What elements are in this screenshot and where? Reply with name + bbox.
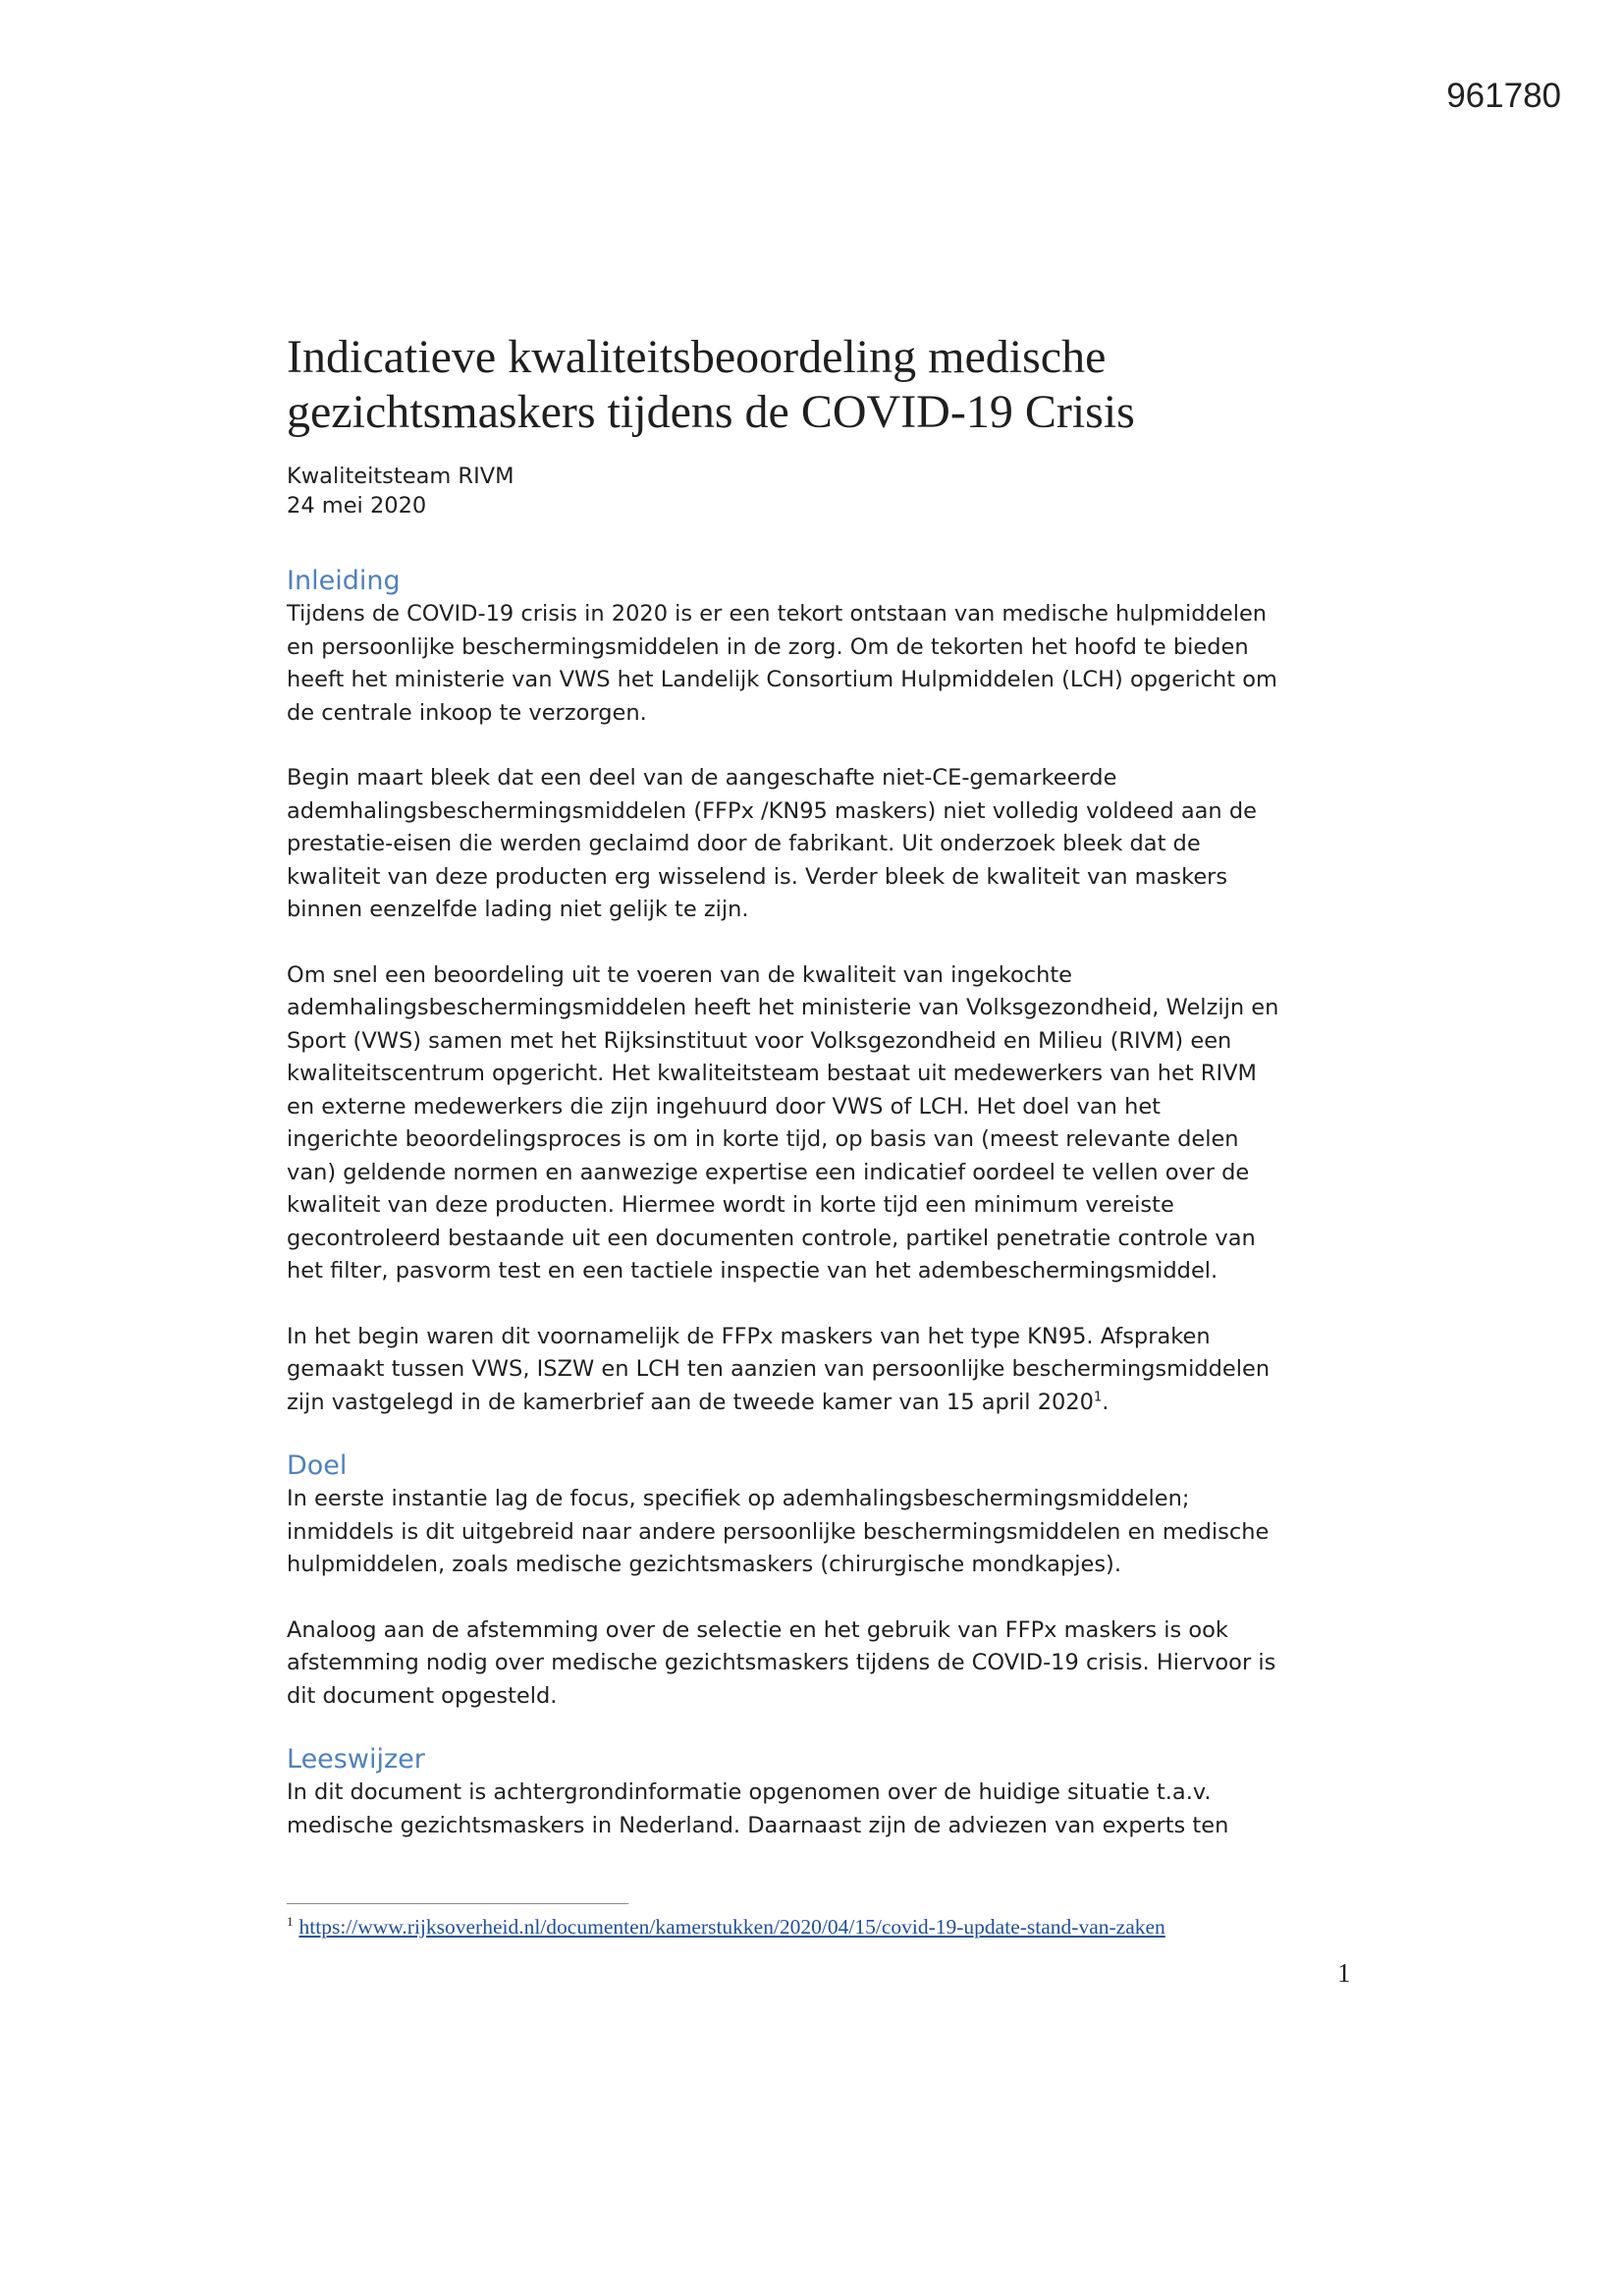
- text-line: van) geldende normen en aanwezige expertise een indicatief oordeel te vellen over de: [287, 1159, 1250, 1185]
- text-line: en persoonlijke beschermingsmiddelen in de zorg. Om de tekorten het hoofd te bieden: [287, 633, 1249, 660]
- sentence-end: .: [1102, 1389, 1110, 1415]
- text-line: het filter, pasvorm test en een tactiele inspectie van het adembeschermingsmiddel.: [287, 1258, 1218, 1284]
- text-line: In het begin waren dit voornamelijk de FFPx maskers van het type KN95. Afspraken: [287, 1323, 1211, 1349]
- leeswijzer-paragraph-1: [287, 1777, 1367, 1842]
- document-title: [287, 330, 1367, 440]
- text-line: zijn vastgelegd in de kamerbrief aan de tweede kamer van 15 april 2020: [287, 1389, 1094, 1415]
- title-line-2: gezichtsmaskers tijdens de COVID-19 Crisis: [287, 386, 1135, 438]
- author: Kwaliteitsteam RIVM: [287, 464, 514, 489]
- text-line: prestatie-eisen die werden geclaimd door de fabrikant. Uit onderzoek bleek dat de: [287, 831, 1201, 856]
- text-line: en externe medewerkers die zijn ingehuurd door VWS of LCH. Het doel van het: [287, 1093, 1162, 1120]
- section-heading-inleiding: Inleiding: [287, 566, 401, 596]
- footnote-link[interactable]: https://www.rijksoverheid.nl/documenten/kamerstukken/2020/04/15/covid-19-update-stand-van-zaken: [298, 1915, 1165, 1939]
- document-id: 961780: [1446, 77, 1561, 115]
- text-line: heeft het ministerie van VWS het Landelijk Consortium Hulpmiddelen (LCH) opgericht om: [287, 667, 1277, 692]
- page-number: 1: [1337, 1958, 1351, 1988]
- text-line: gecontroleerd bestaande uit een documenten controle, partikel penetratie controle van: [287, 1225, 1256, 1251]
- section-heading-leeswijzer: Leeswijzer: [287, 1744, 425, 1775]
- text-line: inmiddels is dit uitgebreid naar andere persoonlijke beschermingsmiddelen en medische: [287, 1518, 1270, 1545]
- text-line: dit document opgesteld.: [287, 1682, 558, 1709]
- text-line: gemaakt tussen VWS, ISZW en LCH ten aanzien van persoonlijke beschermingsmiddelen: [287, 1356, 1271, 1382]
- text-line: Sport (VWS) samen met het Rijksinstituut voor Volksgezondheid en Milieu (RIVM) een: [287, 1027, 1232, 1054]
- text-line: Tijdens de COVID-19 crisis in 2020 is er een tekort ontstaan van medische hulpmiddelen: [287, 601, 1268, 627]
- text-line: de centrale inkoop te verzorgen.: [287, 699, 647, 726]
- document-body: [287, 330, 1367, 1842]
- doel-paragraph-1: [287, 1483, 1367, 1582]
- text-line: ademhalingsbeschermingsmiddelen heeft het ministerie van Volksgezondheid, Welzijn en: [287, 995, 1279, 1020]
- footnote-reference[interactable]: 1: [1093, 1390, 1103, 1404]
- inleiding-paragraph-1: [287, 598, 1367, 730]
- doel-paragraph-2: [287, 1614, 1367, 1714]
- text-line: Om snel een beoordeling uit te voeren van de kwaliteit van ingekochte: [287, 961, 1073, 988]
- footnote-mark: 1: [287, 1913, 294, 1929]
- text-line: kwaliteitscentrum opgericht. Het kwaliteitsteam bestaat uit medewerkers van het RIVM: [287, 1061, 1257, 1086]
- text-line: kwaliteit van deze producten. Hiermee wordt in korte tijd een minimum vereiste: [287, 1192, 1174, 1218]
- text-line: Begin maart bleek dat een deel van de aangeschafte niet-CE-gemarkeerde: [287, 765, 1117, 791]
- text-line: binnen eenzelfde lading niet gelijk te zijn.: [287, 897, 749, 922]
- text-line: In eerste instantie lag de focus, specifiek op ademhalingsbeschermingsmiddelen;: [287, 1486, 1190, 1511]
- footnote: [287, 1913, 1165, 1941]
- date: 24 mei 2020: [287, 493, 427, 519]
- inleiding-paragraph-4: [287, 1321, 1367, 1420]
- inleiding-paragraph-3: [287, 959, 1367, 1288]
- text-line: medische gezichtsmaskers in Nederland. Daarnaast zijn de adviezen van experts ten: [287, 1812, 1229, 1838]
- text-line: ademhalingsbeschermingsmiddelen (FFPx /KN95 maskers) niet volledig voldeed aan de: [287, 797, 1257, 824]
- text-line: In dit document is achtergrondinformatie opgenomen over de huidige situatie t.a.v.: [287, 1779, 1212, 1805]
- text-line: hulpmiddelen, zoals medische gezichtsmaskers (chirurgische mondkapjes).: [287, 1552, 1121, 1577]
- inleiding-paragraph-2: [287, 762, 1367, 927]
- section-heading-doel: Doel: [287, 1450, 348, 1481]
- document-meta: [287, 462, 1367, 520]
- footnote-separator: [287, 1903, 628, 1904]
- title-line-1: Indicatieve kwaliteitsbeoordeling medische: [287, 331, 1107, 383]
- text-line: Analoog aan de afstemming over de selectie en het gebruik van FFPx maskers is ook: [287, 1616, 1228, 1643]
- text-line: afstemming nodig over medische gezichtsmaskers tijdens de COVID-19 crisis. Hiervoor is: [287, 1650, 1276, 1675]
- text-line: ingerichte beoordelingsproces is om in korte tijd, op basis van (meest relevante delen: [287, 1126, 1239, 1152]
- text-line: kwaliteit van deze producten erg wisselend is. Verder bleek de kwaliteit van maskers: [287, 863, 1228, 890]
